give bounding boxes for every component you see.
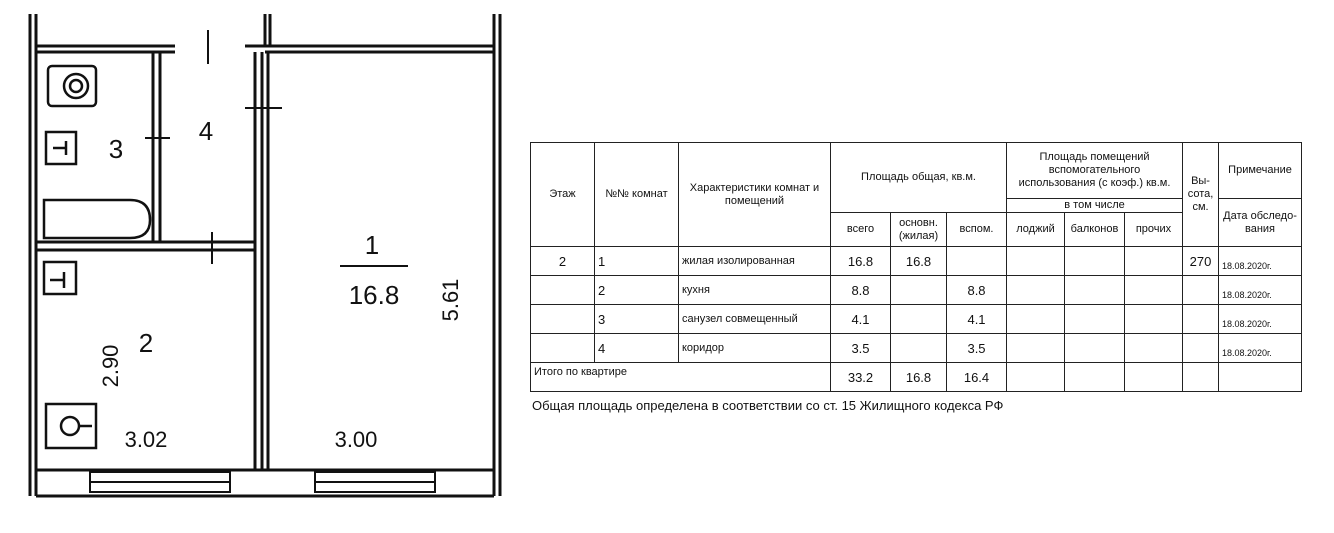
row-room: 1 [595, 247, 679, 276]
row-desc: санузел совмещенный [679, 305, 831, 334]
table-row [531, 276, 1302, 305]
floor-plan [0, 0, 520, 533]
row-desc: коридор [679, 334, 831, 363]
header-balcony: балконов [1065, 213, 1125, 247]
header-incl2: в том числе [1007, 199, 1183, 213]
room-4-number: 4 [198, 116, 214, 146]
row-room: 3 [595, 305, 679, 334]
total-row [531, 363, 1302, 392]
row-aux: 8.8 [947, 276, 1007, 305]
room-2-number: 2 [138, 328, 154, 358]
row-date: 18.08.2020г. [1219, 276, 1302, 305]
row-aux: 4.1 [947, 305, 1007, 334]
room-3-number: 3 [108, 134, 124, 164]
row-height: 270 [1183, 247, 1219, 276]
footnote: Общая площадь определена в соответствии со ст. 15 Жилищного кодекса РФ [532, 398, 1004, 413]
total-main: 16.8 [891, 363, 947, 392]
row-desc: жилая изолированная [679, 247, 831, 276]
row-all: 8.8 [831, 276, 891, 305]
row-room: 4 [595, 334, 679, 363]
header-loggia: лоджий [1007, 213, 1065, 247]
row-date: 18.08.2020г. [1219, 305, 1302, 334]
room-1-number: 1 [364, 230, 380, 260]
total-label: Итого по квартире [531, 363, 831, 392]
row-main [891, 334, 947, 363]
row-room: 2 [595, 276, 679, 305]
row-aux: 3.5 [947, 334, 1007, 363]
room-1-height-dimension: 5.61 [438, 278, 463, 322]
table-row [531, 247, 1302, 276]
row-date: 18.08.2020г. [1219, 247, 1302, 276]
room-1-width-dimension: 3.00 [334, 427, 378, 452]
total-all: 33.2 [831, 363, 891, 392]
header-note: Примечание [1219, 143, 1302, 199]
toilet-icon [48, 66, 96, 106]
table-row [531, 334, 1302, 363]
header-survey-date: Дата обследо-вания [1219, 199, 1302, 247]
room-2-height-dimension: 2.90 [98, 344, 123, 388]
kitchen-sink-icon [44, 262, 76, 294]
table-row [531, 305, 1302, 334]
bathtub-icon [44, 200, 150, 238]
explication-table-wrap [530, 142, 1301, 394]
header-rooms: №№ комнат [595, 143, 679, 247]
header-all: всего [831, 213, 891, 247]
explication-table [530, 142, 1302, 392]
room-1-area: 16.8 [348, 280, 400, 310]
row-floor: 2 [531, 247, 595, 276]
header-aux: вспом. [947, 213, 1007, 247]
row-desc: кухня [679, 276, 831, 305]
sink-icon [46, 132, 76, 164]
row-aux [947, 247, 1007, 276]
header-floor: Этаж [531, 143, 595, 247]
header-characteristics: Характеристики комнат и помещений [679, 143, 831, 247]
header-total-area: Площадь общая, кв.м. [831, 143, 1007, 213]
row-main: 16.8 [891, 247, 947, 276]
row-all: 3.5 [831, 334, 891, 363]
header-other: прочих [1125, 213, 1183, 247]
header-aux-area: Площадь помещений вспомогательного использования (с коэф.) кв.м. [1007, 143, 1183, 199]
total-aux: 16.4 [947, 363, 1007, 392]
row-main [891, 276, 947, 305]
room-2-width-dimension: 3.02 [124, 427, 168, 452]
row-date: 18.08.2020г. [1219, 334, 1302, 363]
row-all: 16.8 [831, 247, 891, 276]
stove-icon [46, 404, 96, 448]
row-all: 4.1 [831, 305, 891, 334]
header-height: Вы-сота, см. [1183, 143, 1219, 247]
header-main: основн. (жилая) [891, 213, 947, 247]
row-main [891, 305, 947, 334]
